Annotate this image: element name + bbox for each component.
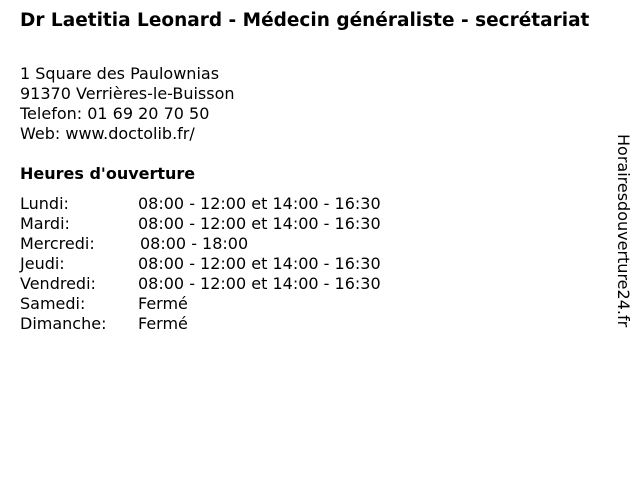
hours-row-mardi xyxy=(20,214,381,234)
hours-row-jeudi xyxy=(20,254,381,274)
hours-row-vendredi xyxy=(20,274,381,294)
hours-row-lundi xyxy=(20,194,381,214)
day-hours: 08:00 - 12:00 et 14:00 - 16:30 xyxy=(138,214,381,233)
hours-row-mercredi xyxy=(20,234,381,254)
day-label: Mercredi: xyxy=(20,234,95,253)
day-label: Lundi: xyxy=(20,194,69,213)
page-title: Dr Laetitia Leonard - Médecin généraliste - secrétariat xyxy=(20,10,590,31)
day-label: Jeudi: xyxy=(20,254,65,273)
hours-row-dimanche xyxy=(20,314,381,334)
day-label: Samedi: xyxy=(20,294,86,313)
phone-line: Telefon: 01 69 20 70 50 xyxy=(20,104,210,123)
city-line: 91370 Verrières-le-Buisson xyxy=(20,84,235,103)
day-hours: 08:00 - 12:00 et 14:00 - 16:30 xyxy=(138,194,381,213)
day-hours: 08:00 - 12:00 et 14:00 - 16:30 xyxy=(138,274,381,293)
opening-hours-list xyxy=(20,194,381,334)
day-hours: Fermé xyxy=(138,294,188,313)
address-block xyxy=(20,64,235,144)
day-hours: 08:00 - 12:00 et 14:00 - 16:30 xyxy=(138,254,381,273)
street-address: 1 Square des Paulownias xyxy=(20,64,220,83)
day-label: Vendredi: xyxy=(20,274,96,293)
day-label: Dimanche: xyxy=(20,314,107,333)
day-hours: Fermé xyxy=(138,314,188,333)
hours-row-samedi xyxy=(20,294,381,314)
opening-hours-heading: Heures d'ouverture xyxy=(20,164,196,183)
watermark-text: Horairesdouverture24.fr xyxy=(614,134,633,328)
day-label: Mardi: xyxy=(20,214,70,233)
day-hours: 08:00 - 18:00 xyxy=(140,234,249,253)
web-line: Web: www.doctolib.fr/ xyxy=(20,124,195,143)
